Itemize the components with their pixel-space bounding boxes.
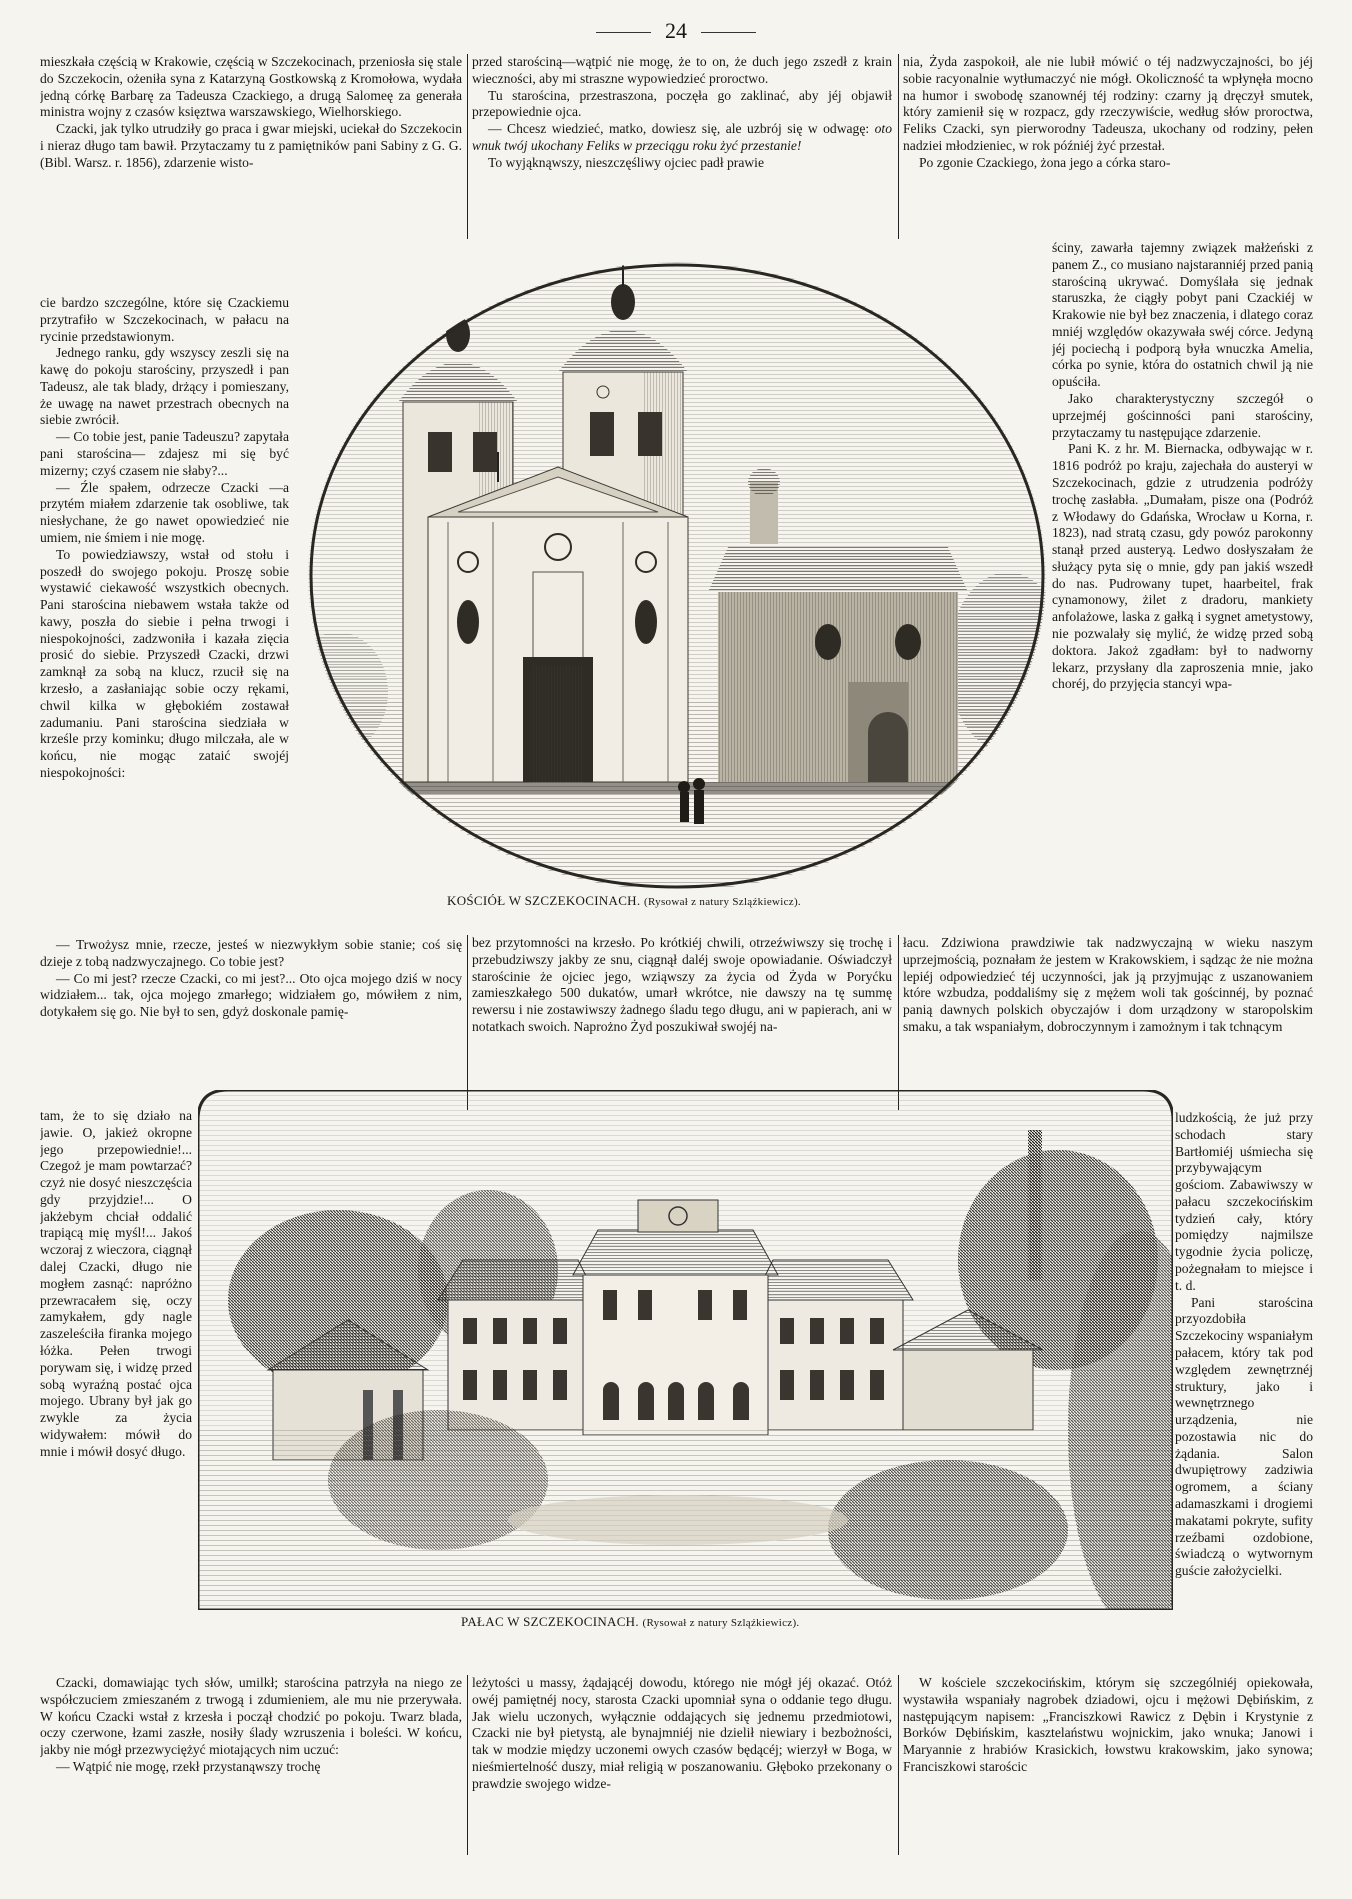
paragraph: cie bardzo szczególne, które się Czackiemu przytrafiło w Szczekocinach, w pałacu na rycinie przedstawionym.: [40, 295, 289, 344]
column-rule: [898, 54, 899, 239]
paragraph: tam, że to się działo na jawie. O, jakież okropne jego przepowiednie!... Czegoż je mam powtarzać? czyż nie dosyć nieszczęścia gdy przyjdzie!... O jakżebym chciał oddalić trapiącą mię myśl!... Jakoś wczoraj z wieczora, ciągnął dalej Czacki, długo nie mogłem zasnąć: napróżno przewracałem się, oczy zamykałem, gdy nagle zaszeleściła firanka mojego łóżka. Pełen trwogi porywam się, i widzę przed sobą wyraźną postać ojca mojego. Ubrany był jak go zwykle za życia widywałem: mówił do mnie i mówił dosyć długo.: [40, 1108, 192, 1459]
column-right-low: [1175, 1110, 1313, 1650]
palace-illustration: [198, 1090, 1173, 1610]
paragraph: To wyjąknąwszy, nieszczęśliwy ojciec padł prawie: [488, 154, 764, 170]
prophecy-quote: oto wnuk twój ukochany Feliks w przeciągu roku żyć przestanie!: [472, 121, 892, 153]
column-rule: [467, 54, 468, 239]
paragraph: Pani starościna przyozdobiła Szczekociny wspaniałym pałacem, który tak pod względem zewnętrznéj struktury, jako i wewnętrznego urządzenia, nie pozostawia nic do żądania. Salon dwupiętrowy zadziwia ogromem, a ściany adamaszkami i drogiemi makatami pokryte, sufity rzeźbami ozdobione, świadczą o wytwornym guście założycielki.: [1175, 1294, 1313, 1579]
column-top-left: [40, 54, 462, 294]
paragraph: łacu. Zdziwiona prawdziwie tak nadzwyczajną w wieku naszym uprzejmością, poznałam że jestem w Krakowskiem, i sądząc że nie można lepiéj odpowiedzieć téj uczynności, jak ją przyjmując z uszanowaniem które wzbudza, poddaliśmy się z mężem woli tak gościnnéj, by poznać panią dawnych polskich obyczajów i dom urządzony w staropolskim smaku, a tak wspaniałym, dobroczynnym i zamożnym i tak tchnącym: [903, 935, 1313, 1034]
paragraph: — Źle spałem, odrzecze Czacki —a przytém miałem zdarzenie tak osobliwe, tak niesłychane, że go nawet opowiedzieć nie umiem, nie śmiem i nie mogę.: [40, 479, 289, 545]
column-top-right: [903, 54, 1313, 239]
column-narrow-right: [1052, 240, 1313, 932]
paragraph: Tu starościna, przestraszona, poczęła go zaklinać, aby jéj objawił przepowiednie ojca.: [472, 87, 892, 120]
paragraph: mieszkała częścią w Krakowie, częścią w Szczekocinach, przeniosła się stale do Szczekocin, ożeniła syna z Katarzyną Gostkowską z Kromołowa, wydała jedną córkę Barbarę za Tadeusza Czackiego, a drugą Salomeę za generała ministra wojny z czasów księztwa warszawskiego, Wielhorskiego.: [40, 54, 462, 120]
paragraph: — Co tobie jest, panie Tadeuszu? zapytała pani starościna— zdajesz mi się być mizerny; czyś czasem nie słaby?...: [40, 429, 289, 478]
paragraph: bez przytomności na krzesło. Po krótkiéj chwili, otrzeźwiwszy się trochę i przebudziwszy jakby ze snu, ciągnął daléj swoje opowiadanie. Oświadczył starościnie że ojciec jego, wziąwszy za życia od Żyda w Poryćku zamieszkałego 500 dukatów, umarł wkrótce, nie dawszy na tę summę rewersu i nie zostawiwszy żadnego śladu tego długu, ani w papierach, ani w notatkach swoich. Naprożno Żyd poszukiwał swojéj na-: [472, 935, 892, 1034]
column-left-low: [40, 1108, 192, 1673]
paragraph: W kościele szczekocińskim, którym się szczególniéj opiekowała, wystawiła wspaniały nagrobek dziadowi, ojcu i mężowi Dębińskim, z następującym napisem: „Franciszkowi Rawicz z Dębin i Krystynie z Borków Dębińskim, kasztelaństwu wojnickim, jako wnuka; Janowi i Maryannie z hrabiów Krasickich, łowstwu krakowskim, jako synowa; Franciszkowi starościc: [903, 1675, 1313, 1774]
column-bottom-left: [40, 1675, 462, 1855]
column-center-mid: [472, 935, 892, 1110]
column-bottom-mid: [472, 1675, 892, 1855]
column-top-mid: [472, 54, 892, 239]
palace-credit: (Rysował z natury Szląźkiewicz).: [642, 1617, 800, 1629]
paragraph: — Co mi jest? rzecze Czacki, co mi jest?... Oto ojca mojego dziś w nocy widziałem... tak, ojca mojego zmarłego; widziałem go, mówiłem z nim, dotykałem się go. Nie był to sen, gdyż doskonale pamię-: [40, 970, 462, 1020]
paragraph: Pani K. z hr. M. Biernacka, odbywając w r. 1816 podróż po kraju, zajechała do austeryi w Szczekocinach, gdzie z utrudzenia podróży trochę zasłabła. „Dumałam, pisze ona (Podróż z Włodawy do Gdańska, Wrocław u Korna, r. 1823), nad stratą czasu, gdy powóz parokonny stanął przed austeryą. Ledwo dosłyszałam że służący pyta się o mnie, gdy pan jakiś wszedł do nas. Pudrowany tupet, haarbeitel, frak cynamonowy, żilet z dradoru, mankiety anfolażowe, laska z gałką i sygnet ametystowy, nie pozwalały się mylić, że widzę przed sobą doktora. Jakoż zgadłam: był to nadworny lekarz, przysłany dla zaproszenia mnie, jako choréj, do przyjęcia stancyi wpa-: [1052, 441, 1313, 692]
column-rule: [467, 935, 468, 1110]
paragraph: Po zgonie Czackiego, żona jego a córka staro-: [919, 154, 1171, 170]
church-title: KOŚCIÓŁ W SZCZEKOCINACH.: [447, 893, 641, 908]
column-rule: [898, 935, 899, 1110]
column-rule: [898, 1675, 899, 1855]
paragraph: nia, Żyda zaspokoił, ale nie lubił mówić o téj nadzwyczajności, bo jéj sobie racyonalnie wytłumaczyć nie mógł. Okoliczność ta wpłynęła mocno na humor i swobodę szanownéj téj rodziny: czarny ją dręczył smutek, który zamienił się w rozpacz, gdy rzeczywiście, według słów proroctwa, Feliks Czacki, syn pierworodny Tadeusza, ukochany od rodziny, pełen nadziei młodzieniec, w rok późniéj żyć przestał.: [903, 54, 1313, 153]
church-credit: (Rysował z natury Szląźkiewicz).: [643, 896, 801, 908]
paragraph: Czacki, domawiając tych słów, umilkł; starościna patrzyła na niego ze współczuciem zmieszaném z trwogą i zdumieniem, ale mu nie przerywała. W końcu Czacki wstał z krzesła i począł chodzić po pokoju. Twarz blada, oczy czerwone, łzami zaszłe, nosiły ślady wzruszenia i boleści. W końcu, jakby nie mógł przezwyciężyć miotających nim uczuć:: [40, 1675, 462, 1758]
paragraph: Czacki, jak tylko utrudziły go praca i gwar miejski, uciekał do Szczekocin i nieraz długo tam bawił. Przytaczamy tu z pamiętników pani Sabiny z G. G. (Bibl. Warsz. r. 1856), zdarzenie wisto-: [40, 121, 462, 170]
paragraph: ludzkością, że już przy schodach stary Bartłomiéj uśmiecha się przybywającym gościom. Zabawiwszy w pałacu szczekocińskim tydzień cały, który pomiędzy najmilsze tygodnie życia policzę, pożegnałam to miejsce i t. d.: [1175, 1110, 1313, 1293]
paragraph: Jako charakterystyczny szczegół o uprzejméj gościnności pani starościny, przytaczamy tu następujące zdarzenie.: [1052, 391, 1313, 440]
paragraph: leżytości u massy, żądającéj dowodu, którego nie mógł jéj okazać. Otóż owéj pamiętnéj nocy, starosta Czacki upomniał syna o oddanie tego długu. Jak wielu uczonych, wyłącznie oddających się jednemu przedmiotowi, Czacki nie był pietystą, ale bynajmniéj nie dzielił niewiary i bezbożności, tak w modzie między uczonemi owych czasów będącéj; wierzył w Boga, w nieśmiertelność duszy, miał religią w poszanowaniu. Głęboko przekonany o prawdzie swojego widze-: [472, 1675, 892, 1791]
paragraph: Jednego ranku, gdy wszyscy zeszli się na kawę do pokoju starościny, przyszedł i pan Tadeusz, ale tak blady, drżący i pomieszany, że uwagę na nawet przestrach obecnych na siebie zwrócił.: [40, 345, 289, 428]
paragraph: To powiedziawszy, wstał od stołu i poszedł do swojego pokoju. Proszę sobie wystawić ciekawość wszystkich obecnych. Pani starościna niebawem wstała także od kawy, poszła do siebie i pełna trwogi i niespokojności, zadzwoniła i kazała zięcia prosić do siebie. Przyszedł Czacki, drzwi zamknął za sobą na klucz, rzucił się na krzesło, a zasłaniając sobie oczy rękami, chwil kilka w głębokiém zostawał zadumaniu. Pani starościna siedziała w krześle przy kominku; długo milczała, ale w końcu, nie mogąc zataić swojéj niespokojności:: [40, 546, 289, 780]
column-right-mid: [903, 935, 1313, 1110]
paragraph: ściny, zawarła tajemny związek małżeński z panem Z., co musiano najstaranniéj przed panią starościną ukrywać. Domyślała się jednak staruszka, że ciągły pobyt pani Czackiéj w Krakowie nie był bez znaczenia, i dlatego coraz mniéj względów okazywała swéj córce. Jedyną jéj pociechą i podporą była wnuczka Amelia, córka po synie, która do ostatnich chwil ją nie opuściła.: [1052, 240, 1313, 390]
column-narrow-left: [40, 295, 289, 935]
paragraph: — Trwożysz mnie, rzecze, jesteś w niezwykłym sobie stanie; coś się dzieje z tobą nadzwyczajnego. Co tobie jest?: [40, 937, 462, 969]
paragraph: przed starościną—wątpić nie mogę, że to on, że duch jego zszedł z krain wieczności, aby mi straszne wypowiedzieć proroctwo.: [472, 54, 892, 86]
column-bottom-right: [903, 1675, 1313, 1855]
page-number: 24: [0, 18, 1352, 44]
text-span: — Chcesz wiedzieć, matko, dowiesz się, ale uzbrój się w odwagę:: [488, 121, 875, 137]
column-left-mid: [40, 937, 462, 1107]
paragraph: — Wątpić nie mogę, rzekł przystanąwszy trochę: [56, 1758, 321, 1774]
church-engraving: [308, 262, 1046, 890]
palace-caption: [461, 1614, 799, 1630]
palace-engraving: [198, 1090, 1173, 1610]
column-rule: [467, 1675, 468, 1855]
church-illustration: [308, 262, 1046, 890]
palace-title: PAŁAC W SZCZEKOCINACH.: [461, 1614, 639, 1629]
church-caption: [447, 893, 801, 909]
paragraph: [472, 121, 892, 155]
